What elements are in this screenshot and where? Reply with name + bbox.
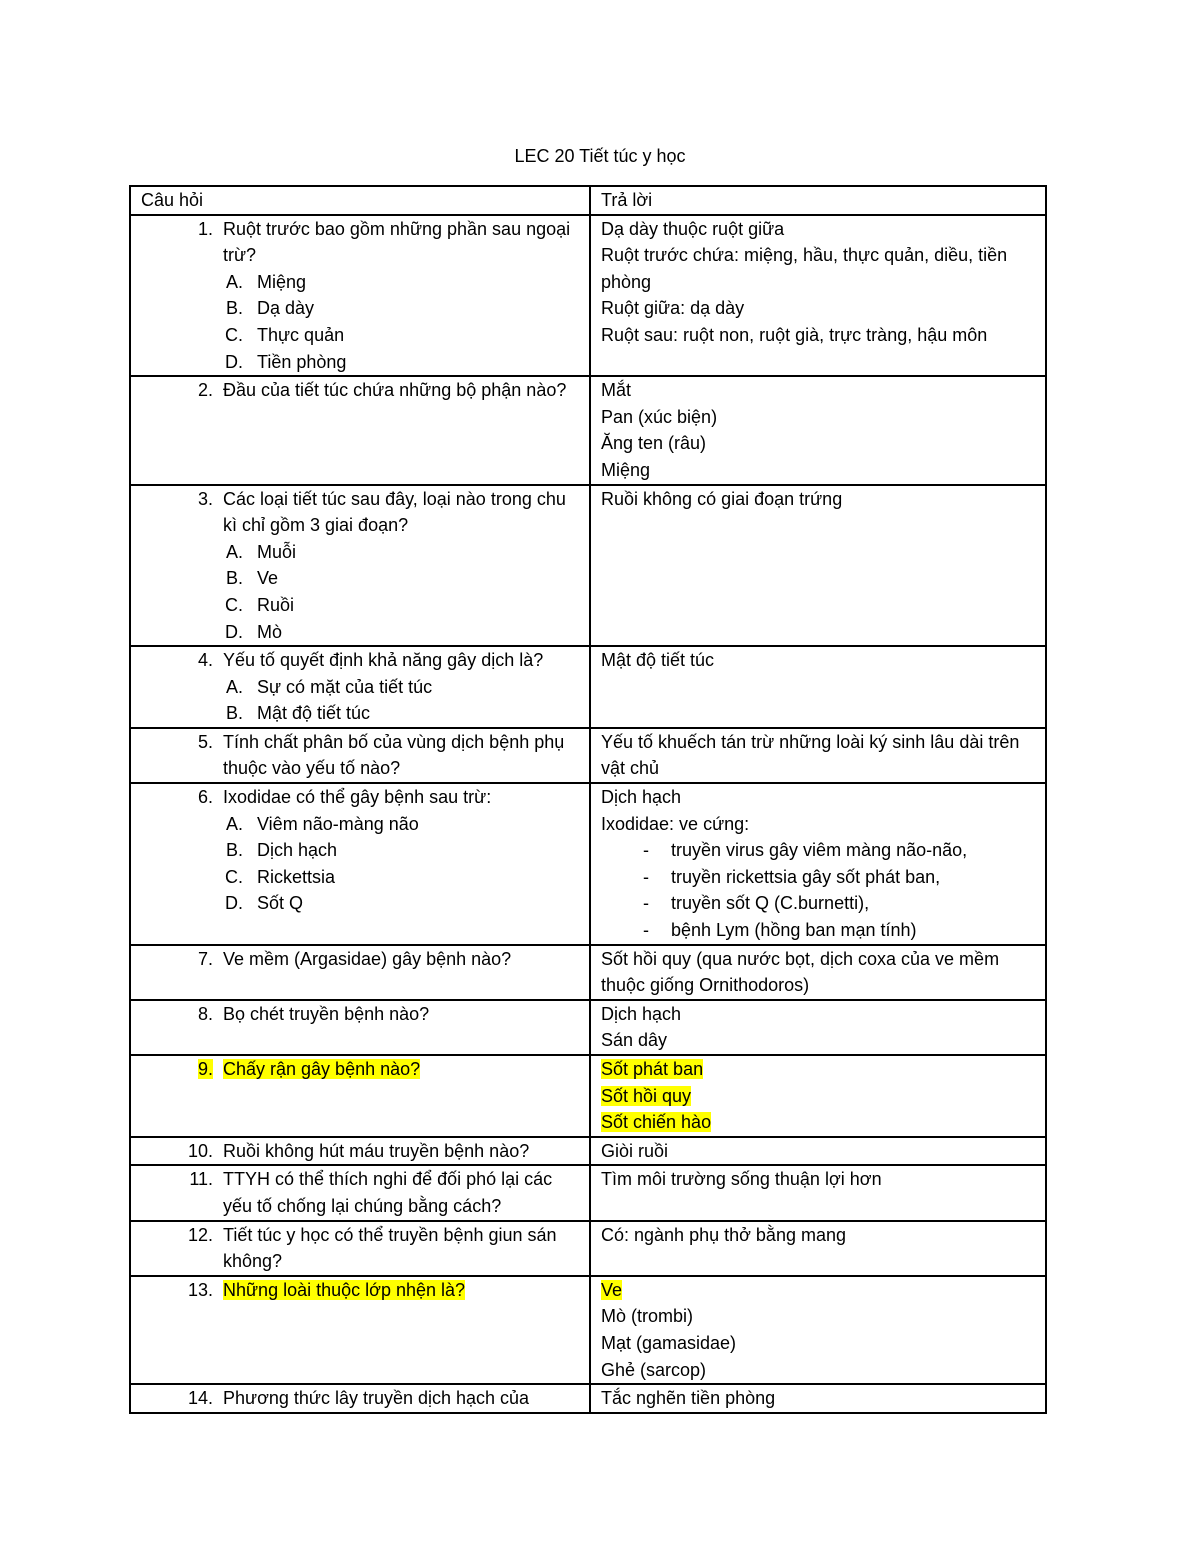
question-text: Bọ chét truyền bệnh nào? <box>223 1003 430 1024</box>
option-letter: D. <box>225 351 243 372</box>
question-number: 4. <box>197 650 213 671</box>
table-row <box>130 1221 1046 1276</box>
answer-line: Mạt (gamasidae) <box>601 1332 737 1353</box>
answer-bullet-text: truyền sốt Q (C.burnetti), <box>671 893 870 914</box>
question-cell <box>130 728 590 783</box>
question-text: Chấy rận gây bệnh nào? <box>223 1059 421 1079</box>
question-text: TTYH có thể thích nghi để đối phó lại các yếu tố chống lại chúng bằng cách? <box>223 1169 553 1216</box>
option-text: Mò <box>257 621 283 642</box>
question-text: Ve mềm (Argasidae) gây bệnh nào? <box>223 948 512 969</box>
option-letter: B. <box>225 703 243 724</box>
answer-line: Sốt chiến hào <box>601 1112 712 1133</box>
dash-bullet: - <box>643 920 649 941</box>
question-cell <box>130 646 590 728</box>
answer-line: Ruột trước chứa: miệng, hầu, thực quản, diều, tiền phòng <box>601 245 1008 292</box>
question-number: 7. <box>197 948 213 969</box>
answer-line: Giòi ruồi <box>601 1140 669 1161</box>
answer-bullet-text: truyền virus gây viêm màng não-não, <box>671 840 968 861</box>
table-row <box>130 945 1046 1000</box>
question-number: 12. <box>187 1224 213 1245</box>
answer-line: Dịch hạch <box>601 787 682 808</box>
header-question: Câu hỏi <box>130 186 590 215</box>
question-cell <box>130 945 590 1000</box>
answer-line: Ruột sau: ruột non, ruột già, trực tràng, hậu môn <box>601 324 988 345</box>
question-cell <box>130 783 590 945</box>
page-title: LEC 20 Tiết túc y học <box>514 146 686 166</box>
question-text: Tính chất phân bố của vùng dịch bệnh phụ thuộc vào yếu tố nào? <box>223 731 565 779</box>
option-letter: B. <box>225 298 243 319</box>
answer-cell <box>590 945 1046 1000</box>
answer-bullet-text: bệnh Lym (hồng ban mạn tính) <box>671 920 917 941</box>
dash-bullet: - <box>643 840 649 861</box>
table-row <box>130 1276 1046 1384</box>
question-cell <box>130 1165 590 1220</box>
answer-cell <box>590 1276 1046 1384</box>
answer-line: Mật độ tiết túc <box>601 650 715 671</box>
question-cell <box>130 1276 590 1384</box>
question-cell <box>130 1000 590 1055</box>
table-row <box>130 1055 1046 1137</box>
table-row <box>130 485 1046 647</box>
option-letter: C. <box>225 594 243 615</box>
option-letter: C. <box>225 866 243 887</box>
question-text: Đầu của tiết túc chứa những bộ phận nào? <box>223 380 567 401</box>
option-text: Muỗi <box>257 541 297 562</box>
answer-line: Tìm môi trường sống thuận lợi hơn <box>601 1169 882 1190</box>
question-text: Yếu tố quyết định khả năng gây dịch là? <box>223 650 544 671</box>
option-text: Ve <box>257 568 279 589</box>
question-number: 8. <box>197 1003 213 1024</box>
option-text: Viêm não-màng não <box>257 813 419 834</box>
answer-cell <box>590 1165 1046 1220</box>
table-row <box>130 646 1046 728</box>
question-number: 13. <box>187 1279 213 1300</box>
question-number: 1. <box>197 218 213 239</box>
answer-line: Sán dây <box>601 1030 668 1051</box>
answer-cell <box>590 1384 1046 1413</box>
question-cell <box>130 485 590 647</box>
answer-line: Yếu tố khuếch tán trừ những loài ký sinh lâu dài trên vật chủ <box>601 731 1020 779</box>
option-letter: D. <box>225 621 243 642</box>
option-text: Miệng <box>257 271 307 292</box>
table-row <box>130 1137 1046 1166</box>
table-row <box>130 215 1046 377</box>
answer-cell <box>590 1055 1046 1137</box>
question-number: 10. <box>187 1140 213 1161</box>
answer-line: Miệng <box>601 459 651 480</box>
answer-bullet-text: truyền rickettsia gây sốt phát ban, <box>671 866 941 887</box>
table-row <box>130 1165 1046 1220</box>
question-cell <box>130 376 590 484</box>
table-row <box>130 783 1046 945</box>
option-letter: C. <box>225 324 243 345</box>
option-text: Ruồi <box>257 594 295 615</box>
question-text: Tiết túc y học có thể truyền bệnh giun sán không? <box>223 1224 557 1272</box>
answer-cell <box>590 1000 1046 1055</box>
question-cell <box>130 1137 590 1166</box>
answer-cell <box>590 728 1046 783</box>
option-letter: B. <box>225 568 243 589</box>
question-text: Ruột trước bao gồm những phần sau ngoại trừ? <box>223 218 571 266</box>
answer-line: Có: ngành phụ thở bằng mang <box>601 1224 846 1245</box>
table-row <box>130 1000 1046 1055</box>
table-row <box>130 376 1046 484</box>
option-letter: D. <box>225 893 243 914</box>
answer-line: Tắc nghẽn tiền phòng <box>601 1388 776 1409</box>
answer-cell <box>590 1137 1046 1166</box>
option-text: Tiền phòng <box>257 351 347 372</box>
question-text: Phương thức lây truyền dịch hạch của <box>223 1388 530 1409</box>
answer-cell <box>590 485 1046 647</box>
answer-line: Dạ dày thuộc ruột giữa <box>601 218 785 239</box>
table-header-row <box>130 186 1046 215</box>
option-letter: B. <box>225 840 243 861</box>
answer-line: Mò (trombi) <box>601 1306 694 1327</box>
table-row <box>130 728 1046 783</box>
answer-cell <box>590 783 1046 945</box>
question-number: 11. <box>189 1169 213 1190</box>
option-letter: A. <box>225 271 243 292</box>
answer-line: Sốt hồi quy <box>601 1085 692 1106</box>
question-cell <box>130 215 590 377</box>
question-number: 14. <box>187 1388 213 1409</box>
answer-line: Ve <box>601 1279 623 1300</box>
question-text: Ixodidae có thể gây bệnh sau trừ: <box>223 787 492 808</box>
option-text: Sự có mặt của tiết túc <box>257 676 433 697</box>
header-answer: Trả lời <box>590 186 1046 215</box>
question-text: Các loại tiết túc sau đây, loại nào trong chu kì chỉ gồm 3 giai đoạn? <box>223 488 566 536</box>
answer-line: Ixodidae: ve cứng: <box>601 813 750 834</box>
question-cell <box>130 1221 590 1276</box>
answer-line: Ruồi không có giai đoạn trứng <box>601 488 843 509</box>
option-text: Dạ dày <box>257 298 315 319</box>
question-cell <box>130 1055 590 1137</box>
question-number: 5. <box>197 731 213 752</box>
answer-line: Ruột giữa: dạ dày <box>601 298 745 319</box>
dash-bullet: - <box>643 866 649 887</box>
answer-line: Sốt phát ban <box>601 1059 704 1079</box>
answer-line: Ăng ten (râu) <box>601 433 707 454</box>
question-number: 2. <box>197 380 213 401</box>
option-text: Sốt Q <box>257 893 304 914</box>
question-cell <box>130 1384 590 1413</box>
answer-cell <box>590 215 1046 377</box>
option-text: Rickettsia <box>257 866 336 887</box>
option-letter: A. <box>225 813 243 834</box>
question-text: Những loài thuộc lớp nhện là? <box>223 1279 466 1300</box>
qa-table <box>129 185 1047 1414</box>
question-text: Ruồi không hút máu truyền bệnh nào? <box>223 1140 530 1161</box>
answer-line: Ghẻ (sarcop) <box>601 1359 707 1380</box>
option-letter: A. <box>225 676 243 697</box>
answer-line: Sốt hồi quy (qua nước bọt, dịch coxa của ve mềm thuộc giống Ornithodoros) <box>601 948 1000 996</box>
question-number: 9. <box>197 1059 213 1079</box>
option-text: Dịch hạch <box>257 840 338 861</box>
option-text: Mật độ tiết túc <box>257 703 371 724</box>
answer-cell <box>590 376 1046 484</box>
answer-line: Pan (xúc biện) <box>601 406 718 427</box>
answer-cell <box>590 1221 1046 1276</box>
answer-line: Dịch hạch <box>601 1003 682 1024</box>
option-text: Thực quản <box>257 324 345 345</box>
answer-line: Mắt <box>601 380 632 401</box>
option-letter: A. <box>225 541 243 562</box>
question-number: 3. <box>197 488 213 509</box>
answer-cell <box>590 646 1046 728</box>
question-number: 6. <box>197 787 213 808</box>
table-row <box>130 1384 1046 1413</box>
dash-bullet: - <box>643 893 649 914</box>
